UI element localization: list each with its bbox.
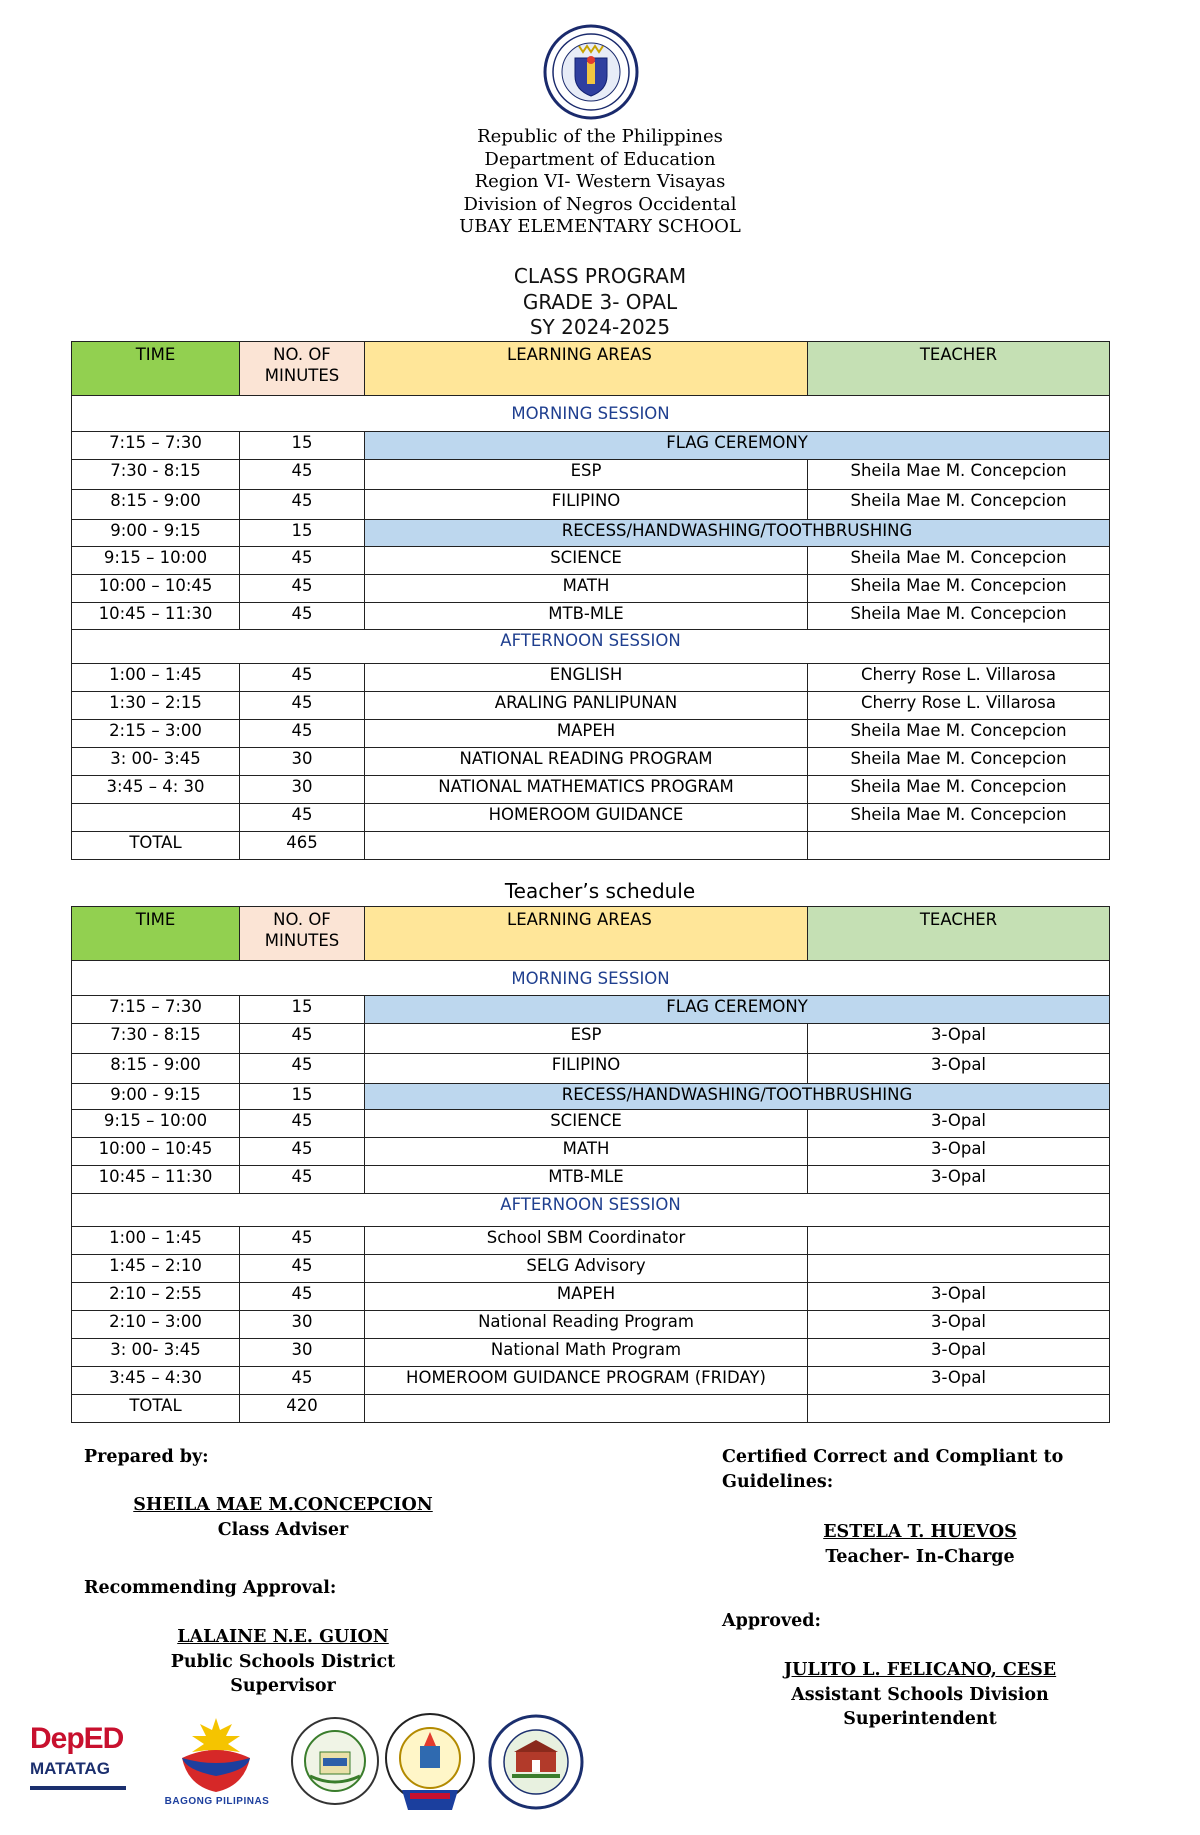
approved-name: JULITO L. FELICANO, CESE [783, 1660, 1057, 1680]
time-cell: 2:10 – 3:00 [72, 1311, 240, 1339]
time-cell: 2:10 – 2:55 [72, 1283, 240, 1311]
total-row [72, 1395, 1110, 1423]
time-cell: 9:15 – 10:00 [72, 547, 240, 575]
minutes-cell: 45 [240, 1110, 365, 1138]
teacher-cell: 3-Opal [808, 1367, 1110, 1395]
time-cell: 1:00 – 1:45 [72, 1227, 240, 1255]
teacher-cell: Sheila Mae M. Concepcion [808, 490, 1110, 520]
teacher-cell: 3-Opal [808, 1110, 1110, 1138]
time-cell: 7:15 – 7:30 [72, 432, 240, 460]
area-cell: FILIPINO [365, 490, 808, 520]
teacher-cell: 3-Opal [808, 1283, 1110, 1311]
time-cell: 1:00 – 1:45 [72, 664, 240, 692]
time-cell: 1:30 – 2:15 [72, 692, 240, 720]
area-cell: ENGLISH [365, 664, 808, 692]
area-cell: School SBM Coordinator [365, 1227, 808, 1255]
header-teacher: TEACHER [808, 342, 1110, 396]
minutes-cell: 15 [240, 432, 365, 460]
district-seal [380, 1712, 480, 1816]
time-cell: 8:15 - 9:00 [72, 490, 240, 520]
teacher-cell: Cherry Rose L. Villarosa [808, 692, 1110, 720]
area-cell: ESP [365, 1024, 808, 1054]
area-cell: National Math Program [365, 1339, 808, 1367]
certified-label [722, 1445, 1063, 1494]
area-cell: MAPEH [365, 720, 808, 748]
minutes-cell: 30 [240, 776, 365, 804]
teacher-cell [808, 832, 1110, 860]
time-cell: 3: 00- 3:45 [72, 748, 240, 776]
table-row [72, 692, 1110, 720]
table-row [72, 748, 1110, 776]
teacher-cell: 3-Opal [808, 1024, 1110, 1054]
minutes-cell: 45 [240, 490, 365, 520]
deped-seal-icon [543, 24, 639, 120]
area-cell: HOMEROOM GUIDANCE PROGRAM (FRIDAY) [365, 1367, 808, 1395]
title-grade: GRADE 3- OPAL [522, 289, 678, 314]
table-row [72, 520, 1110, 547]
teacher-cell: Sheila Mae M. Concepcion [808, 547, 1110, 575]
letterhead-division: Division of Negros Occidental [463, 193, 737, 215]
minutes-cell: 45 [240, 575, 365, 603]
time-cell: 7:30 - 8:15 [72, 1024, 240, 1054]
teacher-cell: 3-Opal [808, 1311, 1110, 1339]
area-cell: MTB-MLE [365, 603, 808, 630]
certified-name: ESTELA T. HUEVOS [823, 1522, 1017, 1542]
prepared-by-title: Class Adviser [217, 1519, 349, 1540]
minutes-cell: 45 [240, 1367, 365, 1395]
table-row [72, 1255, 1110, 1283]
table-row [72, 664, 1110, 692]
letterhead [0, 126, 1200, 239]
time-cell: 1:45 – 2:10 [72, 1255, 240, 1283]
area-cell: SCIENCE [365, 1110, 808, 1138]
approved-label: Approved: [722, 1611, 821, 1631]
table-row [72, 1084, 1110, 1110]
minutes-cell: 30 [240, 1311, 365, 1339]
teacher-cell: Sheila Mae M. Concepcion [808, 748, 1110, 776]
time-cell: 9:00 - 9:15 [72, 520, 240, 547]
teacher-cell: 3-Opal [808, 1138, 1110, 1166]
table-row [72, 1166, 1110, 1194]
teacher-cell: Sheila Mae M. Concepcion [808, 776, 1110, 804]
bagong-pilipinas-logo [152, 1712, 282, 1820]
table-row [72, 603, 1110, 630]
session-row [72, 961, 1110, 996]
header-minutes: NO. OF MINUTES [240, 907, 365, 961]
bagong-pilipinas-text: BAGONG PILIPINAS [164, 1796, 270, 1807]
morning-session-label: MORNING SESSION [72, 961, 1110, 996]
teacher-cell: 3-Opal [808, 1166, 1110, 1194]
header-minutes: NO. OF MINUTES [240, 342, 365, 396]
teacher-cell: 3-Opal [808, 1339, 1110, 1367]
teacher-schedule-heading: Teacher’s schedule [504, 879, 696, 903]
letterhead-republic: Republic of the Philippines [477, 126, 723, 147]
afternoon-session-label: AFTERNOON SESSION [72, 1194, 1110, 1227]
morning-session-label: MORNING SESSION [72, 396, 1110, 432]
area-cell: MATH [365, 575, 808, 603]
minutes-cell: 45 [240, 1166, 365, 1194]
teacher-schedule-table [71, 906, 1110, 1423]
recommending-title-2: Supervisor [230, 1676, 336, 1696]
area-cell: HOMEROOM GUIDANCE [365, 804, 808, 832]
area-cell: NATIONAL MATHEMATICS PROGRAM [365, 776, 808, 804]
time-cell: 3:45 – 4:30 [72, 1367, 240, 1395]
title-school-year: SY 2024-2025 [529, 315, 671, 339]
minutes-cell: 45 [240, 664, 365, 692]
header-learning-areas: LEARNING AREAS [365, 342, 808, 396]
total-label: TOTAL [72, 832, 240, 860]
table-row [72, 1311, 1110, 1339]
ubay-elementary-seal [488, 1714, 584, 1810]
recommending-title-1: Public Schools District [170, 1651, 396, 1672]
deped-matatag-logo [30, 1720, 138, 1816]
area-cell: FILIPINO [365, 1054, 808, 1084]
area-cell [365, 1395, 808, 1423]
time-cell: 7:30 - 8:15 [72, 460, 240, 490]
table-row [72, 1339, 1110, 1367]
table-row [72, 996, 1110, 1024]
flag-ceremony-band: FLAG CEREMONY [365, 996, 1110, 1024]
teacher-cell [808, 1227, 1110, 1255]
minutes-cell: 45 [240, 547, 365, 575]
table-header-row [72, 342, 1110, 396]
minutes-cell: 30 [240, 748, 365, 776]
table-row [72, 575, 1110, 603]
minutes-cell: 45 [240, 1024, 365, 1054]
recess-band: RECESS/HANDWASHING/TOOTHBRUSHING [365, 1084, 1110, 1110]
certified-label-line-2: Guidelines: [722, 1471, 834, 1492]
letterhead-region: Region VI- Western Visayas [474, 171, 726, 193]
session-row [72, 630, 1110, 664]
approved-title: Assistant Schools Division Superintendent [791, 1684, 1049, 1729]
area-cell: ESP [365, 460, 808, 490]
time-cell: 2:15 – 3:00 [72, 720, 240, 748]
document-title [0, 264, 1200, 341]
header-time: TIME [72, 907, 240, 961]
class-program-table [71, 341, 1110, 860]
minutes-cell: 30 [240, 1339, 365, 1367]
teacher-cell: Sheila Mae M. Concepcion [808, 575, 1110, 603]
teacher-cell [808, 1395, 1110, 1423]
recommending-approval-label: Recommending Approval: [84, 1578, 337, 1598]
recess-band: RECESS/HANDWASHING/TOOTHBRUSHING [365, 520, 1110, 547]
table-row [72, 1110, 1110, 1138]
area-cell: National Reading Program [365, 1311, 808, 1339]
minutes-cell: 45 [240, 1138, 365, 1166]
letterhead-department: Department of Education [484, 148, 716, 170]
teacher-cell: 3-Opal [808, 1054, 1110, 1084]
minutes-cell: 45 [240, 1227, 365, 1255]
teacher-cell: Cherry Rose L. Villarosa [808, 664, 1110, 692]
time-cell: 9:15 – 10:00 [72, 1110, 240, 1138]
header-learning-areas: LEARNING AREAS [365, 907, 808, 961]
table-row [72, 776, 1110, 804]
table-row [72, 1024, 1110, 1054]
teacher-cell: Sheila Mae M. Concepcion [808, 460, 1110, 490]
header-time: TIME [72, 342, 240, 396]
area-cell: NATIONAL READING PROGRAM [365, 748, 808, 776]
header-teacher: TEACHER [808, 907, 1110, 961]
minutes-cell: 45 [240, 1283, 365, 1311]
time-cell: 7:15 – 7:30 [72, 996, 240, 1024]
teacher-cell: Sheila Mae M. Concepcion [808, 603, 1110, 630]
time-cell: 3: 00- 3:45 [72, 1339, 240, 1367]
prepared-by-label: Prepared by: [84, 1447, 209, 1467]
table-header-row [72, 907, 1110, 961]
prepared-by-name: SHEILA MAE M.CONCEPCION [133, 1495, 433, 1515]
deped-logo-text: DepED [30, 1722, 124, 1755]
minutes-cell: 45 [240, 603, 365, 630]
table-row [72, 1054, 1110, 1084]
minutes-cell: 15 [240, 520, 365, 547]
minutes-cell: 45 [240, 692, 365, 720]
time-cell: 10:00 – 10:45 [72, 575, 240, 603]
recommending-name: LALAINE N.E. GUION [177, 1627, 389, 1647]
table-row [72, 804, 1110, 832]
teacher-cell [808, 1255, 1110, 1283]
table-row [72, 1367, 1110, 1395]
area-cell: SCIENCE [365, 547, 808, 575]
recommending-approval-block [140, 1625, 426, 1699]
area-cell: MATH [365, 1138, 808, 1166]
session-row [72, 396, 1110, 432]
area-cell: MAPEH [365, 1283, 808, 1311]
time-cell: 10:45 – 11:30 [72, 1166, 240, 1194]
time-cell: 10:00 – 10:45 [72, 1138, 240, 1166]
certified-label-line-1: Certified Correct and Compliant to [722, 1447, 1064, 1467]
teacher-cell: Sheila Mae M. Concepcion [808, 720, 1110, 748]
minutes-cell: 45 [240, 720, 365, 748]
area-cell [365, 832, 808, 860]
bagong-pilipinas-icon [170, 1712, 262, 1796]
time-cell: 9:00 - 9:15 [72, 1084, 240, 1110]
table-row [72, 1283, 1110, 1311]
total-minutes: 420 [240, 1395, 365, 1423]
title-class-program: CLASS PROGRAM [513, 264, 687, 288]
table-row [72, 1227, 1110, 1255]
minutes-cell: 15 [240, 996, 365, 1024]
time-cell: 3:45 – 4: 30 [72, 776, 240, 804]
area-cell: ARALING PANLIPUNAN [365, 692, 808, 720]
letterhead-school: UBAY ELEMENTARY SCHOOL [459, 216, 741, 238]
certified-block [770, 1520, 1070, 1569]
time-cell [72, 804, 240, 832]
area-cell: MTB-MLE [365, 1166, 808, 1194]
table-row [72, 432, 1110, 460]
area-cell: SELG Advisory [365, 1255, 808, 1283]
prepared-by-block [100, 1493, 466, 1542]
approved-block [720, 1658, 1120, 1732]
minutes-cell: 45 [240, 460, 365, 490]
negros-occidental-seal [290, 1716, 380, 1806]
minutes-cell: 45 [240, 804, 365, 832]
minutes-cell: 15 [240, 1084, 365, 1110]
matatag-logo-text: MATATAG [30, 1759, 110, 1778]
total-minutes: 465 [240, 832, 365, 860]
teacher-cell: Sheila Mae M. Concepcion [808, 804, 1110, 832]
total-row [72, 832, 1110, 860]
flag-ceremony-band: FLAG CEREMONY [365, 432, 1110, 460]
afternoon-session-label: AFTERNOON SESSION [72, 630, 1110, 664]
session-row [72, 1194, 1110, 1227]
table-row [72, 490, 1110, 520]
table-row [72, 1138, 1110, 1166]
table-row [72, 720, 1110, 748]
minutes-cell: 45 [240, 1054, 365, 1084]
minutes-cell: 45 [240, 1255, 365, 1283]
time-cell: 8:15 - 9:00 [72, 1054, 240, 1084]
certified-title: Teacher- In-Charge [825, 1546, 1015, 1567]
table-row [72, 460, 1110, 490]
time-cell: 10:45 – 11:30 [72, 603, 240, 630]
table-row [72, 547, 1110, 575]
total-label: TOTAL [72, 1395, 240, 1423]
